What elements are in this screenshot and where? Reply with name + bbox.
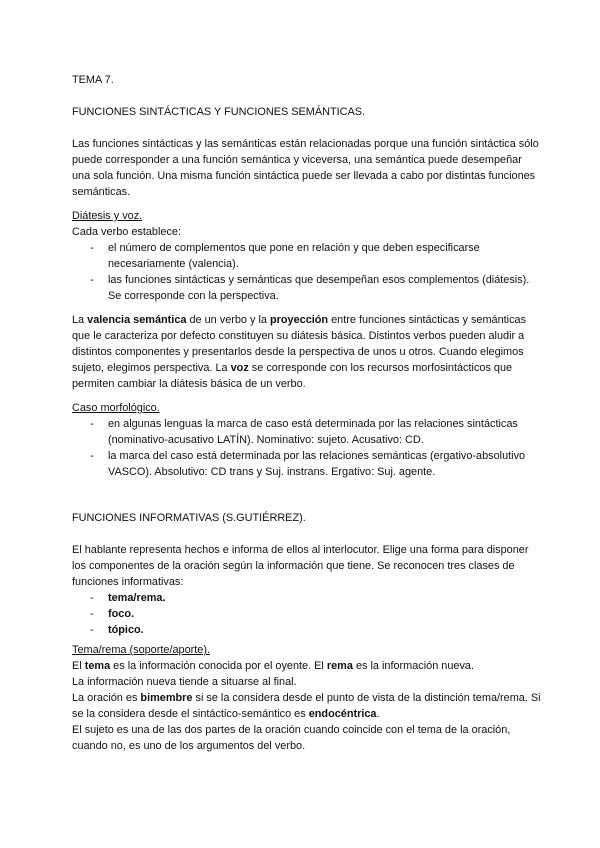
caso-list [72,416,542,480]
temarema-line-3: La oración es bimembre si se la considera desde el punto de vista de la distinción tema/rema. Si se la considera desde el sintáctico-semántico es endocéntrica. [72,692,541,720]
bold-term: endocéntrica [308,708,377,720]
temarema-line-2: La información nueva tiende a situarse al final. [72,676,297,688]
section-heading-syntactic-semantic: FUNCIONES SINTÁCTICAS Y FUNCIONES SEMÁNTICAS. [72,106,366,118]
temarema-section [72,642,542,754]
bold-term: rema [326,660,353,672]
temarema-line-1: El tema es la información conocida por el oyente. El rema es la información nueva. [72,660,475,672]
informativas-intro: El hablante representa hechos e informa de ellos al interlocutor. Elige una forma para disponer los componentes de la oración según la información que tiene. Se reconocen tres clases de funciones informativas: [72,544,529,588]
list-item: - foco. [72,606,542,622]
diatesis-section [72,208,542,304]
page-title: TEMA 7. [72,74,114,86]
bold-term: bimembre [140,692,193,704]
caso-section [72,400,542,480]
list-item: - tópico. [72,622,542,638]
list-item: - en algunas lenguas la marca de caso está determinada por las relaciones sintácticas (nominativo-acusativo LATÍN). Nominativo: sujeto. Acusativo: CD. [72,416,542,448]
diatesis-list [72,240,542,304]
diatesis-lead: Cada verbo establece: [72,226,181,238]
bold-term: voz [230,362,249,374]
section-heading-informativas: FUNCIONES INFORMATIVAS (S.GUTIÉRREZ). [72,512,306,524]
diatesis-heading: Diátesis y voz. [72,210,143,222]
bold-term: tema [84,660,111,672]
temarema-line-4: El sujeto es una de las dos partes de la oración cuando coincide con el tema de la oración, cuando no, es uno de los argumentos del verbo. [72,724,511,752]
intro-paragraph: Las funciones sintácticas y las semánticas están relacionadas porque una función sintáctica sólo puede corresponder a una función semántica y viceversa, una semántica puede desempeñar una sola función. Una misma función sintáctica puede ser llevada a cabo por distintas funciones semánticas. [72,138,539,198]
list-item: - tema/rema. [72,590,542,606]
informativas-section [72,542,542,638]
list-item: - las funciones sintácticas y semánticas que desempeñan esos complementos (diátesis). Se corresponde con la perspectiva. [72,272,542,304]
bold-term: valencia semántica [87,314,187,326]
temarema-heading: Tema/rema (soporte/aporte). [72,644,211,656]
caso-heading: Caso morfológico. [72,402,160,414]
bold-term: proyección [269,314,329,326]
list-item: - el número de complementos que pone en relación y que deben especificarse necesariamente (valencia). [72,240,542,272]
informativas-list [72,590,542,638]
list-item: - la marca del caso está determinada por las relaciones semánticas (ergativo-absolutivo VASCO). Absolutivo: CD trans y Suj. instrans. Ergativo: Suj. agente. [72,448,542,480]
valencia-paragraph: La valencia semántica de un verbo y la proyección entre funciones sintácticas y semánticas que le caracteriza por defecto constituyen su diátesis básica. Distintos verbos pueden aludir a distintos componentes y presentarlos desde la perspectiva de unos u otros. Cuando elegimos sujeto, elegimos perspectiva. La voz se corresponde con los recursos morfosintácticos que permiten cambiar la diátesis básica de un verbo. [72,314,527,390]
